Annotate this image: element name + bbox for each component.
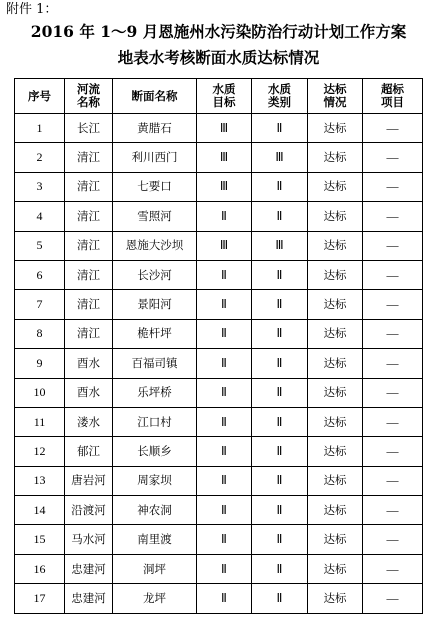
cell-quality-target: Ⅱ [197, 496, 252, 525]
cell-exceeding-items: — [363, 525, 423, 554]
table-row [15, 466, 423, 495]
cell-quality-category: Ⅱ [252, 172, 308, 201]
cell-seq: 2 [15, 143, 65, 172]
table-row [15, 525, 423, 554]
cell-river-name: 清江 [65, 260, 113, 289]
cell-compliance-status: 达标 [308, 349, 363, 378]
cell-compliance-status: 达标 [308, 584, 363, 613]
cell-seq: 3 [15, 172, 65, 201]
cell-exceeding-items: — [363, 378, 423, 407]
table-row [15, 260, 423, 289]
cell-quality-target: Ⅱ [197, 378, 252, 407]
cell-river-name: 唐岩河 [65, 466, 113, 495]
cell-seq: 12 [15, 437, 65, 466]
cell-exceeding-items: — [363, 496, 423, 525]
table-row [15, 143, 423, 172]
cell-exceeding-items: — [363, 437, 423, 466]
table-body [15, 114, 423, 614]
cell-quality-target: Ⅱ [197, 290, 252, 319]
header-quality-target: 水质 目标 [197, 79, 252, 114]
cell-river-name: 马水河 [65, 525, 113, 554]
cell-quality-category: Ⅱ [252, 378, 308, 407]
cell-compliance-status: 达标 [308, 231, 363, 260]
header-exceeding-items: 超标 项目 [363, 79, 423, 114]
table-row [15, 202, 423, 231]
cell-section-name: 神农洞 [113, 496, 197, 525]
table-row [15, 172, 423, 201]
cell-quality-category: Ⅱ [252, 202, 308, 231]
cell-seq: 17 [15, 584, 65, 613]
cell-exceeding-items: — [363, 231, 423, 260]
cell-section-name: 龙坪 [113, 584, 197, 613]
cell-compliance-status: 达标 [308, 143, 363, 172]
cell-compliance-status: 达标 [308, 554, 363, 583]
cell-section-name: 洞坪 [113, 554, 197, 583]
cell-quality-category: Ⅲ [252, 143, 308, 172]
cell-exceeding-items: — [363, 466, 423, 495]
cell-seq: 13 [15, 466, 65, 495]
cell-quality-category: Ⅱ [252, 114, 308, 143]
cell-quality-category: Ⅱ [252, 319, 308, 348]
cell-quality-category: Ⅱ [252, 584, 308, 613]
cell-quality-target: Ⅱ [197, 525, 252, 554]
cell-river-name: 溇水 [65, 407, 113, 436]
header-quality-category: 水质 类别 [252, 79, 308, 114]
header-seq: 序号 [15, 79, 65, 114]
cell-quality-category: Ⅱ [252, 407, 308, 436]
cell-quality-target: Ⅲ [197, 114, 252, 143]
cell-quality-category: Ⅱ [252, 466, 308, 495]
cell-seq: 9 [15, 349, 65, 378]
table-row [15, 290, 423, 319]
cell-compliance-status: 达标 [308, 525, 363, 554]
cell-quality-target: Ⅱ [197, 466, 252, 495]
cell-compliance-status: 达标 [308, 466, 363, 495]
document-title-line-2: 地表水考核断面水质达标情况 [117, 48, 320, 67]
cell-section-name: 七要口 [113, 172, 197, 201]
cell-section-name: 江口村 [113, 407, 197, 436]
cell-section-name: 雪照河 [113, 202, 197, 231]
table-row [15, 407, 423, 436]
table-row [15, 437, 423, 466]
cell-quality-category: Ⅱ [252, 290, 308, 319]
cell-seq: 5 [15, 231, 65, 260]
cell-river-name: 沿渡河 [65, 496, 113, 525]
cell-river-name: 清江 [65, 319, 113, 348]
cell-quality-target: Ⅱ [197, 407, 252, 436]
cell-exceeding-items: — [363, 143, 423, 172]
cell-exceeding-items: — [363, 554, 423, 583]
cell-compliance-status: 达标 [308, 437, 363, 466]
cell-quality-target: Ⅱ [197, 319, 252, 348]
cell-seq: 14 [15, 496, 65, 525]
cell-river-name: 酉水 [65, 349, 113, 378]
table-row [15, 554, 423, 583]
cell-seq: 11 [15, 407, 65, 436]
cell-river-name: 忠建河 [65, 554, 113, 583]
header-section-name: 断面名称 [113, 79, 197, 114]
cell-quality-target: Ⅱ [197, 584, 252, 613]
cell-section-name: 长顺乡 [113, 437, 197, 466]
cell-seq: 16 [15, 554, 65, 583]
cell-quality-target: Ⅱ [197, 554, 252, 583]
cell-seq: 1 [15, 114, 65, 143]
table-header-row [15, 79, 423, 114]
cell-exceeding-items: — [363, 407, 423, 436]
cell-quality-target: Ⅱ [197, 202, 252, 231]
cell-compliance-status: 达标 [308, 496, 363, 525]
cell-section-name: 利川西门 [113, 143, 197, 172]
cell-exceeding-items: — [363, 290, 423, 319]
cell-compliance-status: 达标 [308, 319, 363, 348]
cell-compliance-status: 达标 [308, 260, 363, 289]
cell-compliance-status: 达标 [308, 202, 363, 231]
cell-river-name: 清江 [65, 290, 113, 319]
table-row [15, 114, 423, 143]
cell-quality-category: Ⅱ [252, 525, 308, 554]
table-row [15, 378, 423, 407]
cell-exceeding-items: — [363, 319, 423, 348]
cell-exceeding-items: — [363, 349, 423, 378]
table-row [15, 496, 423, 525]
cell-quality-target: Ⅱ [197, 437, 252, 466]
cell-section-name: 长沙河 [113, 260, 197, 289]
cell-seq: 4 [15, 202, 65, 231]
table-row [15, 231, 423, 260]
cell-seq: 7 [15, 290, 65, 319]
cell-river-name: 长江 [65, 114, 113, 143]
header-compliance-status: 达标 情况 [308, 79, 363, 114]
document-title-line-1: 2016 年 1～9 月恩施州水污染防治行动计划工作方案 [30, 22, 407, 41]
cell-section-name: 百福司镇 [113, 349, 197, 378]
cell-quality-target: Ⅲ [197, 172, 252, 201]
cell-compliance-status: 达标 [308, 114, 363, 143]
cell-quality-target: Ⅱ [197, 260, 252, 289]
cell-exceeding-items: — [363, 172, 423, 201]
cell-seq: 8 [15, 319, 65, 348]
cell-seq: 15 [15, 525, 65, 554]
cell-section-name: 桅杆坪 [113, 319, 197, 348]
water-quality-table [14, 78, 423, 614]
cell-quality-target: Ⅱ [197, 349, 252, 378]
table-row [15, 584, 423, 613]
cell-section-name: 南里渡 [113, 525, 197, 554]
cell-exceeding-items: — [363, 114, 423, 143]
cell-compliance-status: 达标 [308, 172, 363, 201]
cell-river-name: 郁江 [65, 437, 113, 466]
cell-quality-category: Ⅱ [252, 260, 308, 289]
cell-section-name: 乐坪桥 [113, 378, 197, 407]
cell-river-name: 清江 [65, 202, 113, 231]
cell-compliance-status: 达标 [308, 378, 363, 407]
cell-river-name: 清江 [65, 231, 113, 260]
cell-section-name: 恩施大沙坝 [113, 231, 197, 260]
cell-quality-category: Ⅲ [252, 231, 308, 260]
cell-quality-category: Ⅱ [252, 554, 308, 583]
cell-section-name: 景阳河 [113, 290, 197, 319]
cell-compliance-status: 达标 [308, 407, 363, 436]
cell-river-name: 忠建河 [65, 584, 113, 613]
attachment-label: 附件 1： [6, 2, 58, 17]
cell-exceeding-items: — [363, 202, 423, 231]
table-row [15, 319, 423, 348]
cell-compliance-status: 达标 [308, 290, 363, 319]
cell-exceeding-items: — [363, 584, 423, 613]
cell-river-name: 清江 [65, 172, 113, 201]
cell-seq: 10 [15, 378, 65, 407]
header-river-name: 河流 名称 [65, 79, 113, 114]
cell-quality-category: Ⅱ [252, 496, 308, 525]
cell-section-name: 黄腊石 [113, 114, 197, 143]
cell-quality-target: Ⅲ [197, 231, 252, 260]
cell-river-name: 酉水 [65, 378, 113, 407]
cell-exceeding-items: — [363, 260, 423, 289]
cell-quality-target: Ⅲ [197, 143, 252, 172]
cell-quality-category: Ⅱ [252, 437, 308, 466]
cell-quality-category: Ⅱ [252, 349, 308, 378]
table-row [15, 349, 423, 378]
cell-river-name: 清江 [65, 143, 113, 172]
cell-seq: 6 [15, 260, 65, 289]
cell-section-name: 周家坝 [113, 466, 197, 495]
